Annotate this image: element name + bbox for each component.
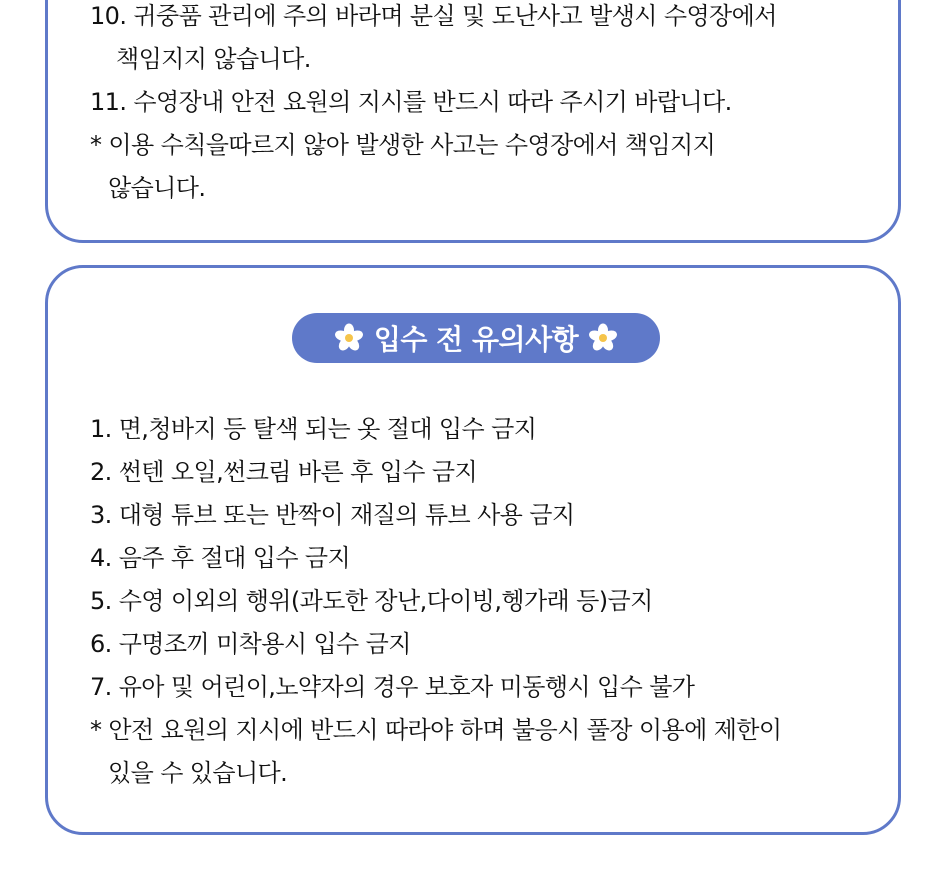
rule-text: 7. 유아 및 어린이,노약자의 경우 보호자 미동행시 입수 불가 <box>90 673 695 701</box>
flower-icon <box>334 323 364 353</box>
pre-entry-notice-card <box>45 265 901 835</box>
rule-text: 2. 썬텐 오일,썬크림 바른 후 입수 금지 <box>90 458 478 486</box>
rule-text: 11. 수영장내 안전 요원의 지시를 반드시 따라 주시기 바랍니다. <box>90 88 732 116</box>
rule-text: 1. 면,청바지 등 탈색 되는 옷 절대 입수 금지 <box>90 415 537 443</box>
rule-text: 4. 음주 후 절대 입수 금지 <box>90 544 351 572</box>
section-title-badge <box>292 313 660 363</box>
pool-rules-list <box>90 0 868 210</box>
section-title: 입수 전 유의사항 <box>373 323 579 356</box>
rule-item-3 <box>90 494 868 537</box>
pool-rules-card <box>45 0 901 243</box>
rule-item-10 <box>90 0 868 81</box>
rule-item-7 <box>90 666 868 709</box>
rule-text: 10. 귀중품 관리에 주의 바라며 분실 및 도난사고 발생시 수영장에서 <box>90 2 777 30</box>
rule-item-1 <box>90 408 868 451</box>
rule-text-continued: 책임지지 않습니다. <box>116 45 311 73</box>
rule-text: * 안전 요원의 지시에 반드시 따라야 하며 불응시 풀장 이용에 제한이 <box>90 716 782 744</box>
rule-text: 5. 수영 이외의 행위(과도한 장난,다이빙,헹가래 등)금지 <box>90 587 653 615</box>
rule-item-6 <box>90 623 868 666</box>
pre-entry-rules-list <box>90 408 868 795</box>
rule-item-2 <box>90 451 868 494</box>
rule-note <box>90 709 868 795</box>
rule-item-4 <box>90 537 868 580</box>
rule-text: 6. 구명조끼 미착용시 입수 금지 <box>90 630 411 658</box>
rule-item-11 <box>90 81 868 124</box>
rule-item-5 <box>90 580 868 623</box>
rule-text: * 이용 수칙을따르지 않아 발생한 사고는 수영장에서 책임지지 <box>90 131 716 159</box>
flower-icon <box>588 323 618 353</box>
rule-text: 3. 대형 튜브 또는 반짝이 재질의 튜브 사용 금지 <box>90 501 575 529</box>
rule-note <box>90 124 868 210</box>
rule-text-continued: 않습니다. <box>108 174 206 202</box>
rule-text-continued: 있을 수 있습니다. <box>108 759 288 787</box>
